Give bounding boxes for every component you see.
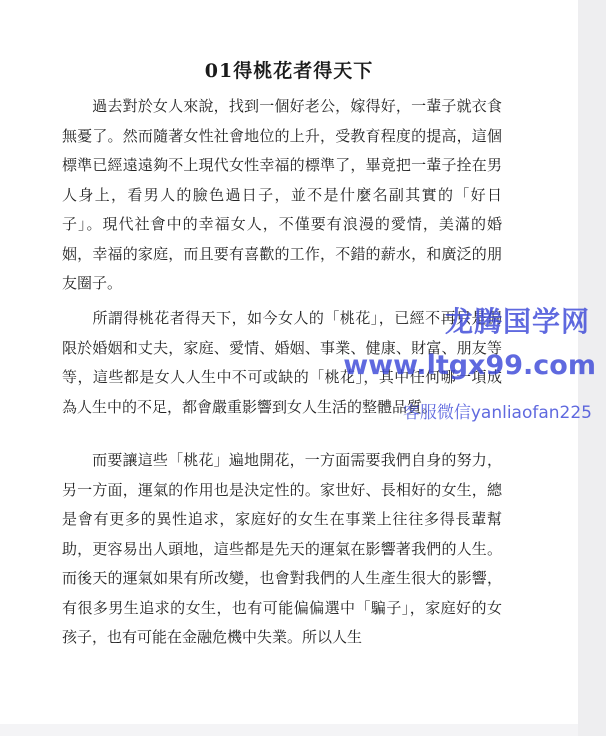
page-bottom-gap (0, 724, 578, 736)
paragraph-1-text: 過去對於女人來說，找到一個好老公，嫁得好，一輩子就衣食無憂了。然而隨著女性社會地位的上升，受教育程度的提高，這個標準已經遠遠夠不上現代女性幸福的標準了，畢竟把一輩子拴在男人身上，看男人的臉色過日子，並不是什麼名副其實的「好日子」。現代社會中的幸福女人，不僅要有浪漫的愛情，美滿的婚姻，幸福的家庭，而且要有喜歡的工作，不錯的薪水，和廣泛的朋友圈子。 (62, 97, 502, 292)
watermark-contact: 客服微信yanliaofan225 (402, 403, 592, 423)
watermark-url: www.ltgx99.com (343, 350, 596, 381)
paragraph-2-text: 所謂得桃花者得天下，如今女人的「桃花」，已經不再只是侷限於婚姻和丈夫，家庭、愛情、婚姻、事業、健康、財富、朋友等等，這些都是女人人生中不可或缺的「桃花」，其中任何哪一項成為人生中的不足，都會嚴重影響到女人生活的整體品質。 (62, 309, 502, 416)
paragraph-3-text: 而要讓這些「桃花」遍地開花，一方面需要我們自身的努力，另一方面，運氣的作用也是決定性的。家世好、長相好的女生，總是會有更多的異性追求，家庭好的女生在事業上往往多得長輩幫助，更容易出人頭地，這些都是先天的運氣在影響著我們的人生。而後天的運氣如果有所改變，也會對我們的人生產生很大的影響，有很多男生追求的女生，也有可能偏偏選中「騙子」，家庭好的女孩子，也有可能在金融危機中失業。所以人生 (62, 451, 502, 646)
paragraph-3 (62, 446, 502, 653)
chapter-title: 01得桃花者得天下 (204, 60, 374, 82)
watermark-site-name: 龙腾国学网 (444, 305, 590, 338)
paragraph-1 (62, 92, 502, 299)
